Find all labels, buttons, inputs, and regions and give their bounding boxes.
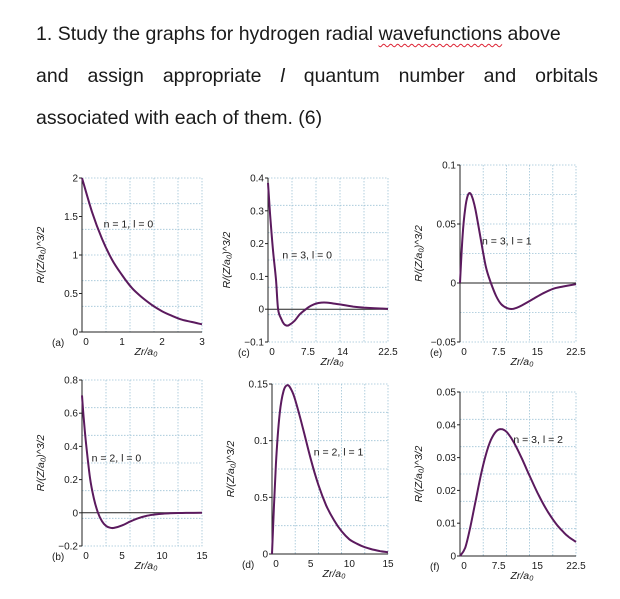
y-axis-label: R/(Z/a₀)^3/2 xyxy=(35,226,47,284)
y-tick-label: 1.5 xyxy=(64,212,78,223)
panel-label: (a) xyxy=(52,338,65,349)
chart-panel-c xyxy=(221,174,398,369)
y-tick-label: 1 xyxy=(72,250,78,262)
y-tick-label: 0.03 xyxy=(436,453,456,465)
grid xyxy=(272,384,388,554)
x-axis-label: Zr/a₀ xyxy=(134,346,158,358)
y-tick-label: 0 xyxy=(450,551,456,563)
x-tick-label: 5 xyxy=(119,551,125,562)
y-tick-label: 0.1 xyxy=(254,436,268,448)
x-axis-label: Zr/a₀ xyxy=(322,568,346,580)
y-tick-label: −0.05 xyxy=(430,337,456,349)
y-tick-label: 0.15 xyxy=(248,379,268,391)
series-annotation: n = 2, l = 0 xyxy=(91,452,142,465)
x-tick-label: 10 xyxy=(156,551,168,562)
y-tick-label: 0.02 xyxy=(436,485,456,497)
y-tick-label: 0.3 xyxy=(250,206,264,218)
y-tick-label: 0 xyxy=(262,549,268,561)
y-tick-label: 0 xyxy=(450,278,456,290)
question-text-2b: quantum number and orbitals xyxy=(284,65,598,87)
y-tick-label: 0.1 xyxy=(442,160,456,172)
series-line-e xyxy=(460,193,576,309)
x-tick-label: 15 xyxy=(196,551,208,562)
panel-label: (d) xyxy=(242,560,255,571)
chart-panel-f xyxy=(413,388,586,583)
y-tick-label: 0 xyxy=(258,304,264,316)
panel-label: (e) xyxy=(430,348,443,359)
x-tick-label: 10 xyxy=(343,559,355,570)
y-axis-label: R/(Z/a₀)^3/2 xyxy=(35,434,47,492)
y-tick-label: 0.05 xyxy=(436,387,456,399)
chart-panel-d xyxy=(225,380,394,581)
series-annotation: n = 1, l = 0 xyxy=(103,218,154,231)
y-tick-label: 0.8 xyxy=(64,375,78,387)
question-text-3: associated with each of them. (6) xyxy=(36,107,323,129)
series-annotation: n = 2, l = 1 xyxy=(313,446,364,459)
x-tick-label: 15 xyxy=(531,347,543,358)
x-tick-label: 1 xyxy=(119,337,125,348)
x-axis-label: Zr/a₀ xyxy=(510,356,534,368)
y-axis-label: R/(Z/a₀)^3/2 xyxy=(225,440,237,498)
y-tick-label: 0.2 xyxy=(250,239,264,251)
x-tick-label: 0 xyxy=(83,337,89,348)
y-axis-label: R/(Z/a₀)^3/2 xyxy=(413,445,425,503)
question-text-1a: Study the graphs for hydrogen radial xyxy=(57,23,379,45)
x-tick-label: 0 xyxy=(461,347,467,358)
question-number: 1. xyxy=(36,23,53,45)
grid xyxy=(460,392,576,556)
x-tick-label: 0 xyxy=(273,559,279,570)
y-axis-label: R/(Z/a₀)^3/2 xyxy=(221,231,233,289)
x-tick-label: 2 xyxy=(159,337,165,348)
x-tick-label: 5 xyxy=(307,559,314,570)
panel-label: (f) xyxy=(430,562,440,573)
x-tick-label: 0 xyxy=(83,551,89,562)
series-line-a xyxy=(82,178,202,324)
x-tick-label: 0 xyxy=(461,561,467,572)
x-tick-label: 7.5 xyxy=(491,347,506,358)
chart-panel-b xyxy=(35,376,208,573)
x-tick-label: 15 xyxy=(531,561,543,572)
series-annotation: n = 3, l = 0 xyxy=(282,249,333,262)
x-tick-label: 0 xyxy=(269,347,275,358)
y-tick-label: −0.1 xyxy=(244,337,264,349)
y-tick-label: 0 xyxy=(72,508,78,520)
x-tick-label: 22.5 xyxy=(566,347,586,358)
x-tick-label: 22.5 xyxy=(378,347,398,358)
y-tick-label: −0.2 xyxy=(58,541,78,553)
series-annotation: n = 3, l = 2 xyxy=(513,433,563,446)
y-tick-label: 0.01 xyxy=(436,518,456,530)
x-tick-label: 22.5 xyxy=(566,561,586,572)
y-tick-label: 0.05 xyxy=(436,219,456,231)
series-line-f xyxy=(460,429,576,556)
x-tick-label: 3 xyxy=(199,337,205,348)
y-tick-label: 0.04 xyxy=(436,420,456,432)
grid xyxy=(460,165,576,342)
x-axis-label: Zr/a₀ xyxy=(134,560,158,572)
y-tick-label: 0.1 xyxy=(250,271,264,283)
y-tick-label: 0.4 xyxy=(64,441,78,453)
panel-label: (c) xyxy=(238,348,250,359)
series-annotation: n = 3, l = 1 xyxy=(482,235,532,248)
y-tick-label: 0.5 xyxy=(254,492,268,504)
x-tick-label: 15 xyxy=(382,559,394,570)
x-tick-label: 7.5 xyxy=(301,347,315,358)
y-tick-label: 2 xyxy=(72,173,78,185)
chart-panel-e xyxy=(413,161,586,369)
y-axis-label: R/(Z/a₀)^3/2 xyxy=(413,225,425,282)
x-tick-label: 14 xyxy=(337,347,349,358)
chart-panel-a xyxy=(35,174,205,359)
y-tick-label: 0.6 xyxy=(64,408,78,420)
grid xyxy=(82,178,202,332)
y-tick-label: 0 xyxy=(72,327,78,339)
x-axis-label: Zr/a₀ xyxy=(320,356,344,368)
y-tick-label: 0.4 xyxy=(250,173,264,185)
x-axis-label: Zr/a₀ xyxy=(510,570,534,582)
series-line-d xyxy=(272,385,388,554)
question-text-1b: above xyxy=(502,23,561,45)
y-tick-label: 0.5 xyxy=(64,289,78,300)
question-text-2a: and assign appropriate xyxy=(36,65,281,87)
spellcheck-word: wavefunctions xyxy=(378,23,503,45)
x-tick-label: 7.5 xyxy=(491,561,506,572)
panel-label: (b) xyxy=(52,552,65,563)
quantum-number-l: l xyxy=(280,65,285,87)
y-tick-label: 0.2 xyxy=(64,475,78,487)
